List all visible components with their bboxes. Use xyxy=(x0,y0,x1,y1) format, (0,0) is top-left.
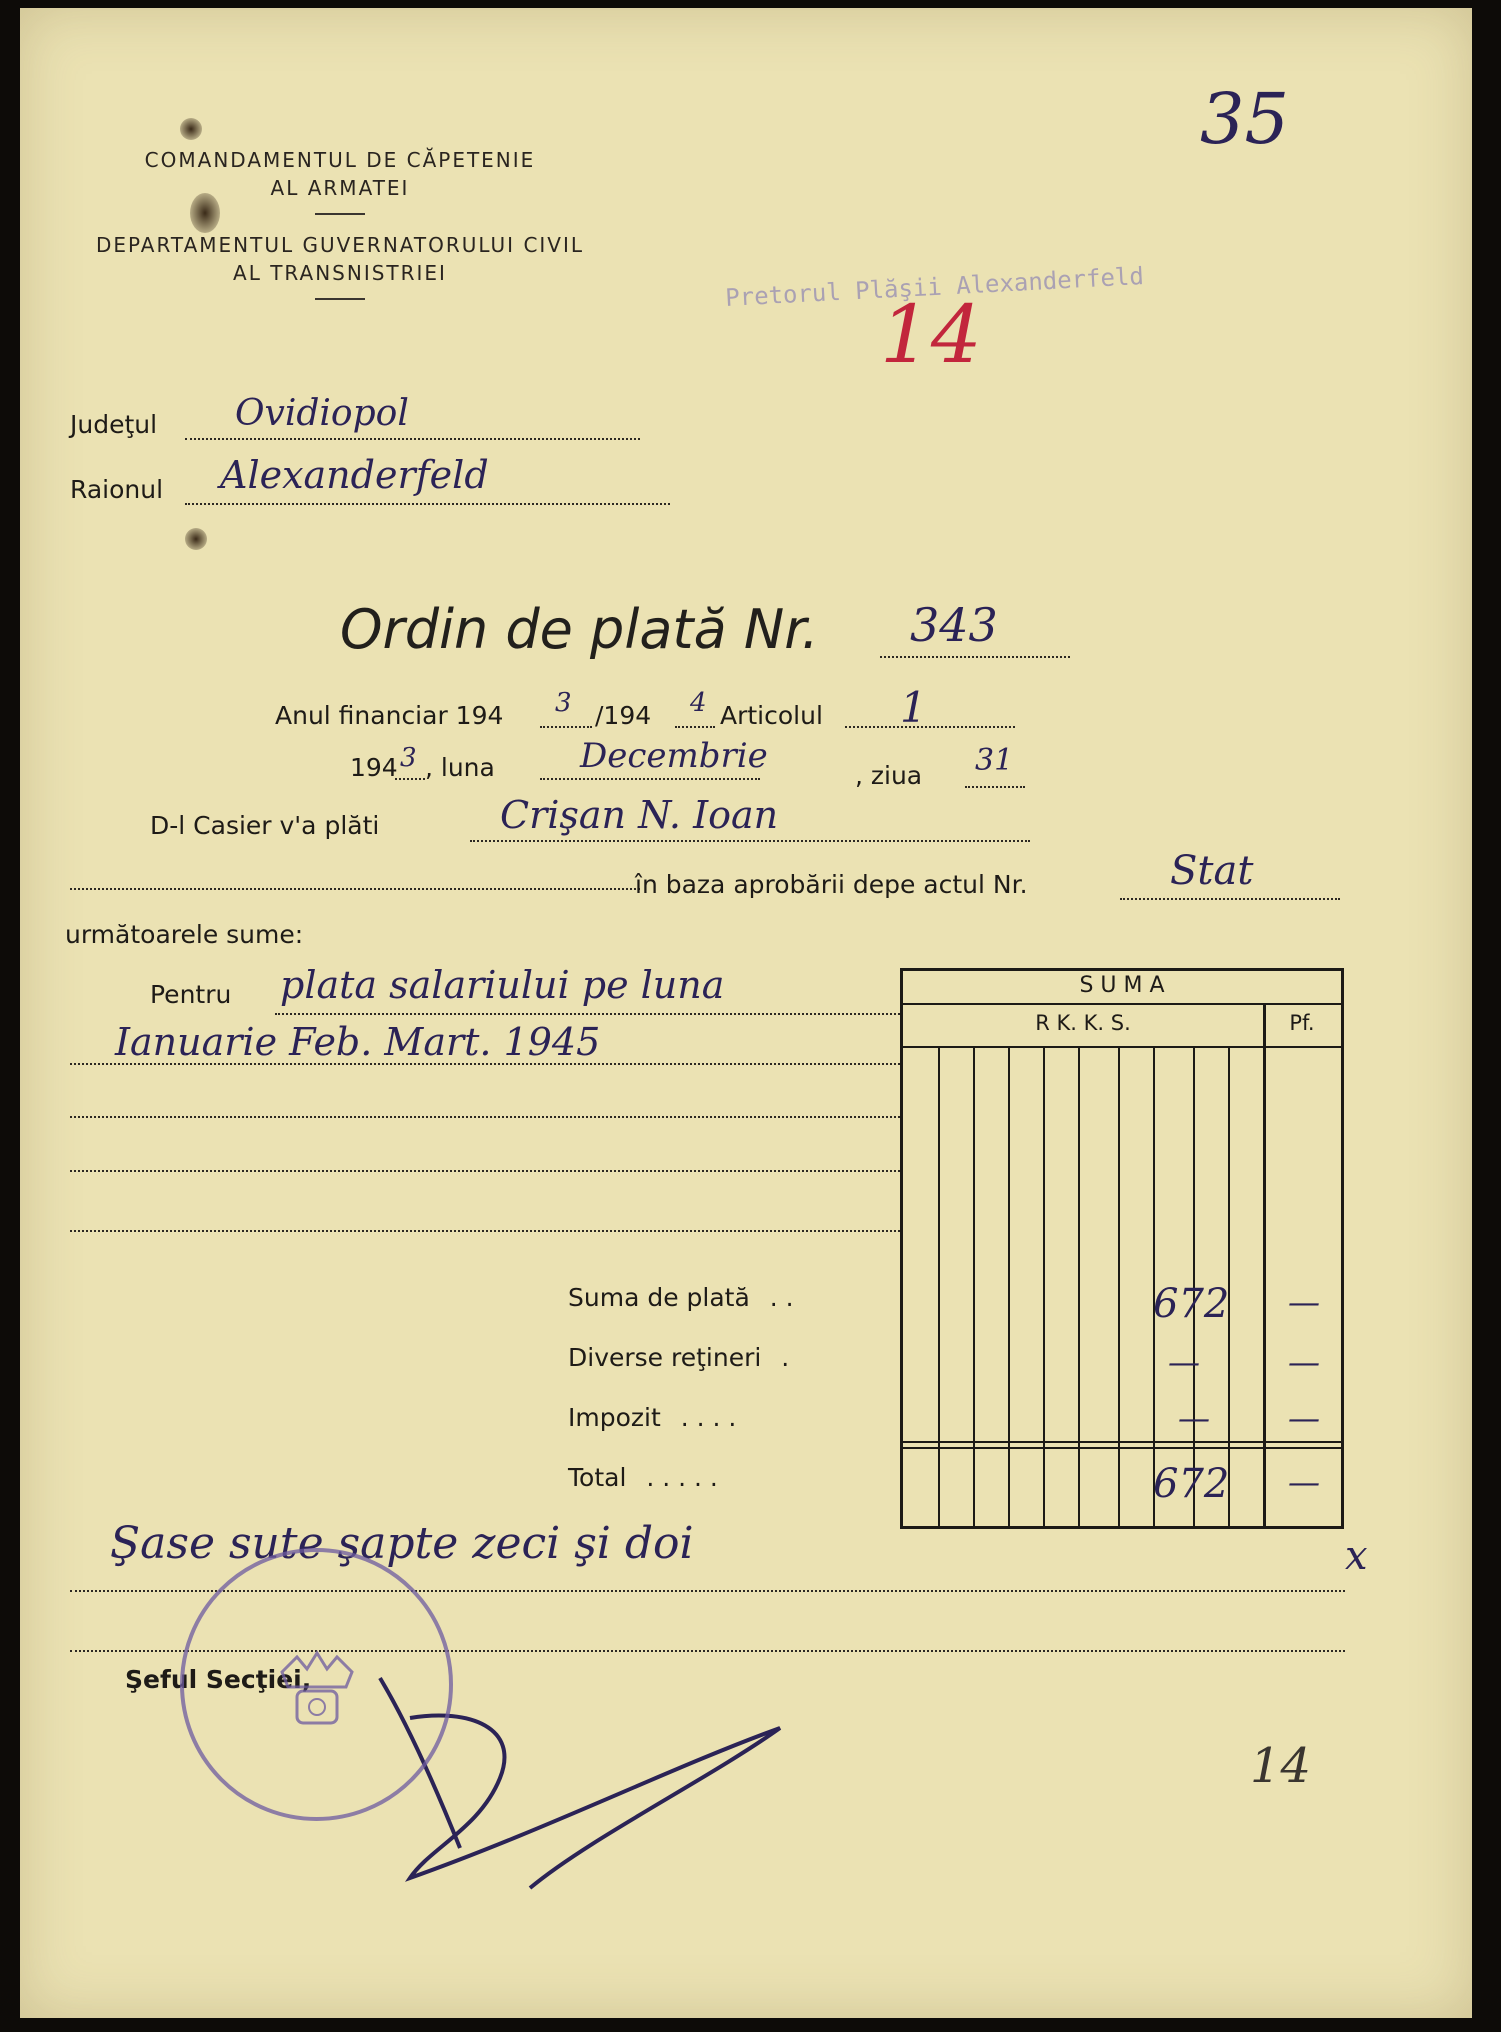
col-rule xyxy=(1078,1046,1080,1526)
luna-value: Decembrie xyxy=(580,736,768,776)
anul-digit-2: 4 xyxy=(690,688,707,718)
header-line-4: AL TRANSNISTRIEI xyxy=(233,261,447,285)
judetul-value: Ovidiopol xyxy=(235,393,409,434)
header-line-2: AL ARMATEI xyxy=(270,176,410,200)
row-pf-diverse: — xyxy=(1288,1343,1320,1381)
words-end-mark: x xyxy=(1345,1533,1368,1579)
row-label-text: Total xyxy=(568,1463,627,1492)
pentru-underline-1 xyxy=(275,1013,900,1015)
row-label-text: Diverse reţineri xyxy=(568,1343,762,1372)
col-rule xyxy=(1043,1046,1045,1526)
file-number-annotation: 35 xyxy=(1200,78,1290,160)
row-pf-suma: — xyxy=(1288,1283,1320,1321)
col-rule xyxy=(973,1046,975,1526)
raionul-line xyxy=(185,503,670,505)
payment-order-document xyxy=(20,8,1472,2018)
anul-separator: /194 xyxy=(595,701,652,730)
raionul-label: Raionul xyxy=(70,475,164,504)
pentru-underline-2 xyxy=(70,1063,900,1065)
col-rule xyxy=(1118,1046,1120,1526)
row-pf-impozit: — xyxy=(1288,1399,1320,1437)
ink-stain xyxy=(185,528,207,550)
ziua-line xyxy=(965,786,1025,788)
row-label-total xyxy=(568,1463,718,1492)
ink-stain xyxy=(180,118,202,140)
judetul-line xyxy=(185,438,640,440)
table-rule xyxy=(903,1003,1341,1005)
blank-line xyxy=(70,888,640,890)
row-label-diverse xyxy=(568,1343,789,1372)
row-label-impozit xyxy=(568,1403,736,1432)
row-leader: . . . . . xyxy=(646,1463,718,1492)
document-title: Ordin de plată Nr. xyxy=(340,598,819,661)
payee-name: Crişan N. Ioan xyxy=(500,793,779,837)
luna-line xyxy=(540,778,760,780)
suma-table xyxy=(900,968,1344,1529)
row-pf-total: — xyxy=(1288,1463,1320,1501)
order-number-line xyxy=(880,656,1070,658)
act-line xyxy=(1120,898,1340,900)
articolul-line xyxy=(845,726,1015,728)
ziua-label: , ziua xyxy=(855,761,923,790)
round-stamp xyxy=(180,1548,453,1821)
pentru-line-1: plata salariului pe luna xyxy=(280,963,725,1007)
anul-line-1 xyxy=(540,726,592,728)
year-digit: 3 xyxy=(400,743,417,773)
divider xyxy=(315,298,365,300)
year-prefix: 194 xyxy=(350,753,398,782)
row-label-text: Suma de plată xyxy=(568,1283,750,1312)
articolul-value: 1 xyxy=(900,683,927,732)
row-value-impozit: — xyxy=(1178,1399,1210,1437)
col-rule xyxy=(1008,1046,1010,1526)
raionul-value: Alexanderfeld xyxy=(220,453,489,497)
anul-line-2 xyxy=(675,726,715,728)
row-value-diverse: — xyxy=(1168,1343,1200,1381)
table-rule xyxy=(903,1447,1341,1449)
judetul-label: Judeţul xyxy=(70,410,158,439)
signature-label: Şeful Secţiei, xyxy=(125,1665,312,1694)
casier-label: D-l Casier v'a plăti xyxy=(150,811,380,840)
luna-label: , luna xyxy=(425,753,495,782)
col-rule xyxy=(938,1046,940,1526)
red-number-annotation: 14 xyxy=(880,288,982,381)
table-rule xyxy=(903,1046,1341,1048)
anul-digit-1: 3 xyxy=(555,688,572,718)
row-value-total: 672 xyxy=(1153,1461,1230,1507)
articolul-label: Articolul xyxy=(720,701,823,730)
year-line xyxy=(395,778,425,780)
pentru-underline-4 xyxy=(70,1170,900,1172)
row-value-suma: 672 xyxy=(1153,1281,1230,1327)
page-number-annotation: 14 xyxy=(1250,1738,1312,1794)
pentru-underline-5 xyxy=(70,1230,900,1232)
pentru-label: Pentru xyxy=(150,980,232,1009)
row-leader: . . . . xyxy=(680,1403,737,1432)
header-line-1: COMANDAMENTUL DE CĂPETENIE xyxy=(144,148,536,172)
pentru-underline-3 xyxy=(70,1116,900,1118)
payee-line xyxy=(470,840,1030,842)
stamp-pretorul: Pretorul Plăşii Alexanderfeld xyxy=(724,262,1145,312)
pentru-line-2: Ianuarie Feb. Mart. 1945 xyxy=(115,1020,601,1064)
order-number: 343 xyxy=(910,598,998,652)
crown-icon xyxy=(272,1647,362,1727)
baza-label: în baza aprobării depe actul Nr. xyxy=(635,870,1028,899)
row-leader: . . xyxy=(769,1283,794,1312)
row-label-suma xyxy=(568,1283,794,1312)
table-rule xyxy=(903,1441,1341,1443)
divider xyxy=(315,213,365,215)
col-rkks-header: R K. K. S. xyxy=(1035,1011,1131,1035)
sume-label: următoarele sume: xyxy=(65,920,304,949)
suma-header: S U M A xyxy=(1079,973,1165,998)
anul-financiar-label: Anul financiar 194 xyxy=(275,701,504,730)
amount-in-words: Şase sute şapte zeci şi doi xyxy=(110,1518,694,1569)
header-line-3: DEPARTAMENTUL GUVERNATORULUI CIVIL xyxy=(95,233,585,257)
row-label-text: Impozit xyxy=(568,1403,661,1432)
act-value: Stat xyxy=(1170,848,1254,894)
ziua-value: 31 xyxy=(975,743,1014,778)
row-leader: . xyxy=(781,1343,790,1372)
col-pf-header: Pf. xyxy=(1289,1011,1315,1035)
